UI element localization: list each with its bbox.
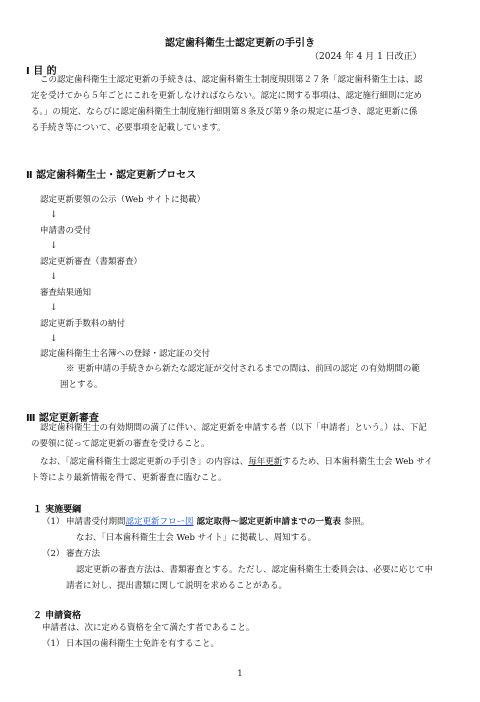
section-3-line: 認定歯科衛生士の有効期間の満了に伴い、認定更新を申請する者（以下「申請者」という。）は、下記: [40, 423, 427, 433]
section-3-line: の要領に従って認定更新の審査を受けること。: [31, 439, 210, 449]
process-step: 審査結果通知: [40, 288, 92, 298]
revision-date: （2024 年 4 月 1 日改正）: [310, 52, 422, 62]
section-3-text: なお、「認定歯科衛生士認定更新の手引き」の内容は、: [40, 457, 249, 467]
item-2-line: 認定更新の審査方法は、書類審査とする。ただし、認定歯科衛生士委員会は、必要に応じて申: [76, 565, 434, 575]
item-2-label: （2）: [42, 549, 65, 559]
renewal-flow-chart-link[interactable]: 認定更新フロー図: [125, 517, 194, 527]
down-arrow-icon: ↓: [50, 303, 58, 313]
item-1-label: （1）: [42, 639, 65, 649]
document-title: 認定歯科衛生士認定更新の手引き: [165, 38, 315, 49]
section-1-line: この認定歯科衛生士認定更新の手続きは、認定歯科衛生士制度規則第２７条「認定歯科衛生士は、認: [40, 75, 423, 85]
process-step: 認定更新手数料の納付: [40, 319, 126, 329]
item-1-text: 参照。: [341, 517, 370, 527]
section-1-heading: Ⅰ 目 的: [26, 66, 57, 77]
section-3-line: ト等により最新情報を得て、更新審査に臨むこと。: [31, 473, 227, 483]
subsection-1-heading: １ 実施要綱: [33, 505, 82, 515]
section-3-line: [40, 456, 433, 468]
annual-update-emphasis: 毎年更新: [248, 457, 283, 467]
item-1-line: なお、「日本歯科衛生士会 Web サイト」に掲載し、周知する。: [76, 533, 317, 543]
down-arrow-icon: ↓: [50, 241, 58, 251]
item-2-title: 審査方法: [66, 549, 101, 559]
down-arrow-icon: ↓: [50, 272, 58, 282]
item-1-label: （1）: [42, 517, 65, 527]
process-step: 申請書の受付: [40, 226, 92, 236]
section-1-line: る手続き等について、必要事項を記載しています。: [31, 123, 226, 133]
process-step: 認定歯科衛生士名簿への登録・認定証の交付: [40, 349, 211, 359]
subsection-2-heading: ２ 申請資格: [33, 611, 82, 621]
section-3-heading: Ⅲ 認定更新審査: [26, 413, 99, 424]
process-step: 認定更新要領の公示（Web サイトに掲載）: [40, 195, 206, 205]
down-arrow-icon: ↓: [50, 334, 58, 344]
section-3-text: するため、日本歯科衛生士会 Web サイ: [282, 457, 433, 467]
process-note: 囲とする。: [60, 380, 103, 390]
page-number: 1: [237, 669, 243, 679]
item-1-emphasis: 認定取得～認定更新申請までの一覧表: [193, 517, 341, 527]
process-step: 認定更新審査（書類審査）: [40, 257, 143, 267]
process-note: ※ 更新申請の手続きから新たな認定証が交付されるまでの間は、前回の認定 の有効期間の範: [66, 364, 420, 374]
section-1-line: 定を受けてから５年ごとにこれを更新しなければならない。認定に関する事項は、認定施行細則に定め: [31, 91, 423, 101]
down-arrow-icon: ↓: [50, 210, 58, 220]
subsection-2-line: 申請者は、次に定める資格を全て満たす者であること。: [42, 623, 255, 633]
item-1-line: [66, 516, 369, 528]
item-1-text: 申請書受付期間: [66, 517, 126, 527]
section-2-heading: Ⅱ 認定歯科衛生士・認定更新プロセス: [26, 170, 197, 181]
subsection-2-item: 日本国の歯科衛生士免許を有すること。: [66, 639, 220, 649]
section-1-line: る。」の規定、ならびに認定歯科衛生士制度施行細則第８条及び第９条の規定に基づき、認定更新に係: [31, 107, 418, 117]
item-2-line: 請者に対し、提出書類に関して説明を求めることがある。: [66, 581, 288, 591]
